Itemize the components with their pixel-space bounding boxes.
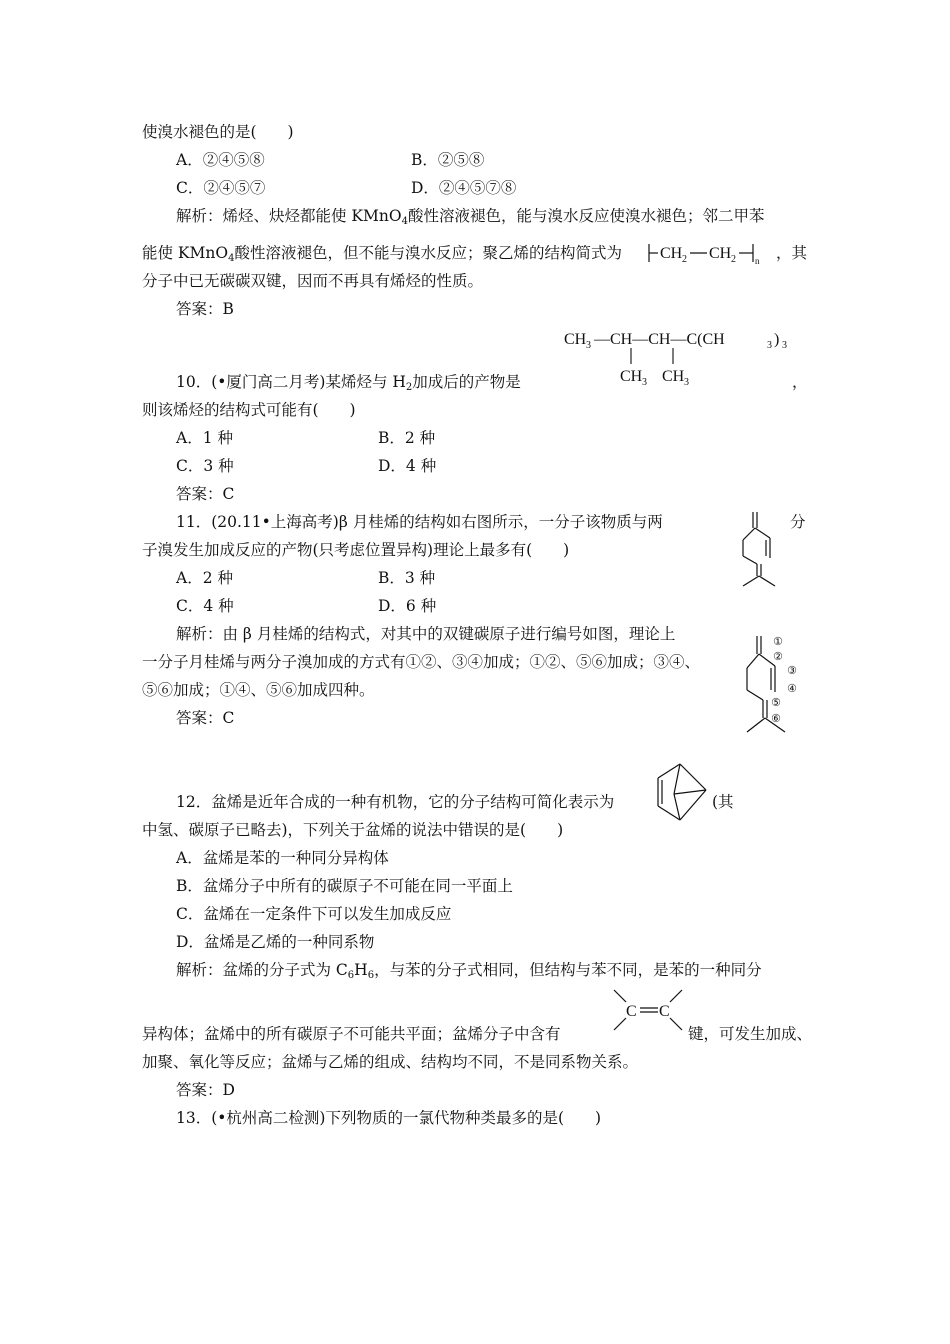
q11-stem-line1: 11．(20.11•上海高考)β 月桂烯的结构如右图所示，一分子该物质与两 [176, 513, 663, 531]
carbon-label-3: ③ [787, 664, 797, 677]
q12-stem-line1-end: (其 [712, 793, 734, 811]
polymer-ch2-b: CH [709, 245, 732, 262]
double-bond-carbon-1: C [626, 1003, 637, 1020]
formula-sub-2: 3 [767, 340, 772, 351]
q12-stem-line2: 中氢、碳原子已略去)，下列关于盆烯的说法中错误的是( ) [142, 821, 564, 839]
q11-option-a: A．2 种 [176, 569, 233, 587]
q10-product-formula [560, 322, 800, 392]
q12-option-d: D．盆烯是乙烯的一种同系物 [176, 933, 375, 951]
q11-option-b: B．3 种 [378, 569, 436, 587]
q10-stem-line2: 则该烯烃的结构式可能有( ) [142, 401, 356, 419]
formula-sub-1: 3 [586, 340, 591, 351]
formula-ch3-start: CH [564, 331, 587, 348]
q9-option-c: C．②④⑤⑦ [176, 179, 266, 197]
myrcene-numbered-structure [735, 632, 805, 736]
q11-option-d: D．6 种 [378, 597, 437, 615]
q9-option-a: A．②④⑤⑧ [176, 151, 265, 169]
q11-explanation-line2: 一分子月桂烯与两分子溴加成的方式有①②、③④加成；①②、⑤⑥加成；③④、 [142, 653, 701, 671]
carbon-label-4: ④ [787, 682, 797, 695]
q12-explanation-line3: 加聚、氧化等反应；盆烯与乙烯的组成、结构均不同，不是同系物关系。 [142, 1053, 639, 1071]
q12-explanation-line2-end: 键，可发生加成、 [688, 1025, 813, 1043]
q11-answer: 答案：C [176, 709, 235, 727]
formula-chain: —CH—CH—C(CH [594, 331, 725, 348]
q11-explanation-line1: 解析：由 β 月桂烯的结构式，对其中的双键碳原子进行编号如图，理论上 [176, 625, 676, 643]
q12-answer: 答案：D [176, 1081, 235, 1099]
q13-stem: 13．(•杭州高二检测)下列物质的一氯代物种类最多的是( ) [176, 1109, 602, 1127]
q12-option-a: A．盆烯是苯的一种同分异构体 [176, 849, 389, 867]
q12-explanation-line1: 解析：盆烯的分子式为 C6H6，与苯的分子式相同，但结构与苯不同，是苯的一种同分 [176, 961, 762, 981]
benzvalene-structure [650, 760, 710, 825]
q9-answer: 答案：B [176, 300, 234, 318]
q9-explanation-line3: 分子中已无碳碳双键，因而不再具有烯烃的性质。 [142, 272, 484, 290]
q10-option-d: D．4 种 [378, 457, 437, 475]
carbon-double-bond-figure [610, 986, 686, 1034]
q11-stem-line1-end: 分 [790, 513, 806, 531]
q9-explanation-line1: 解析：烯烃、炔烃都能使 KMnO4酸性溶液褪色，能与溴水反应使溴水褪色；邻二甲苯 [176, 207, 765, 227]
q10-option-a: A．1 种 [176, 429, 233, 447]
q10-option-b: B．2 种 [378, 429, 436, 447]
q11-option-c: C．4 种 [176, 597, 234, 615]
q12-option-b: B．盆烯分子中所有的碳原子不可能在同一平面上 [176, 877, 513, 895]
myrcene-structure [735, 510, 795, 588]
formula-sub-4: 3 [642, 377, 647, 388]
formula-methyl-1: CH [620, 368, 643, 385]
q11-explanation-line3: ⑤⑥加成；①④、⑤⑥加成四种。 [142, 681, 375, 699]
carbon-label-6: ⑥ [771, 712, 781, 725]
polymer-sub-a: 2 [682, 254, 687, 265]
q9-option-b: B．②⑤⑧ [411, 151, 485, 169]
carbon-label-2: ② [773, 650, 783, 663]
formula-paren: ) [774, 331, 780, 348]
q12-option-c: C．盆烯在一定条件下可以发生加成反应 [176, 905, 452, 923]
q10-option-c: C．3 种 [176, 457, 234, 475]
q11-stem-line2: 子溴发生加成反应的产物(只考虑位置异构)理论上最多有( ) [142, 541, 570, 559]
q9-explanation-line2: 能使 KMnO4酸性溶液褪色，但不能与溴水反应；聚乙烯的结构简式为 [142, 244, 622, 264]
q9-explanation-line2-end: ，其 [776, 244, 808, 262]
q10-stem-line1: 10．(•厦门高二月考)某烯烃与 H2加成后的产物是 [176, 373, 521, 393]
formula-sub-3: 3 [782, 340, 787, 351]
carbon-label-5: ⑤ [771, 696, 781, 709]
carbon-label-1: ① [773, 635, 783, 648]
q9-option-d: D．②④⑤⑦⑧ [411, 179, 517, 197]
polymer-sub-b: 2 [731, 254, 736, 265]
q10-answer: 答案：C [176, 485, 235, 503]
polyethylene-formula [645, 236, 775, 268]
formula-sub-5: 3 [684, 377, 689, 388]
q9-stem-end: 使溴水褪色的是( ) [142, 123, 294, 141]
polymer-n: n [755, 256, 760, 266]
double-bond-carbon-2: C [659, 1003, 670, 1020]
polymer-ch2-a: CH [660, 245, 683, 262]
q10-stem-comma: ， [792, 373, 808, 391]
q12-explanation-line2: 异构体；盆烯中的所有碳原子不可能共平面；盆烯分子中含有 [142, 1025, 561, 1043]
formula-methyl-2: CH [662, 368, 685, 385]
q12-stem-line1: 12．盆烯是近年合成的一种有机物，它的分子结构可简化表示为 [176, 793, 615, 811]
